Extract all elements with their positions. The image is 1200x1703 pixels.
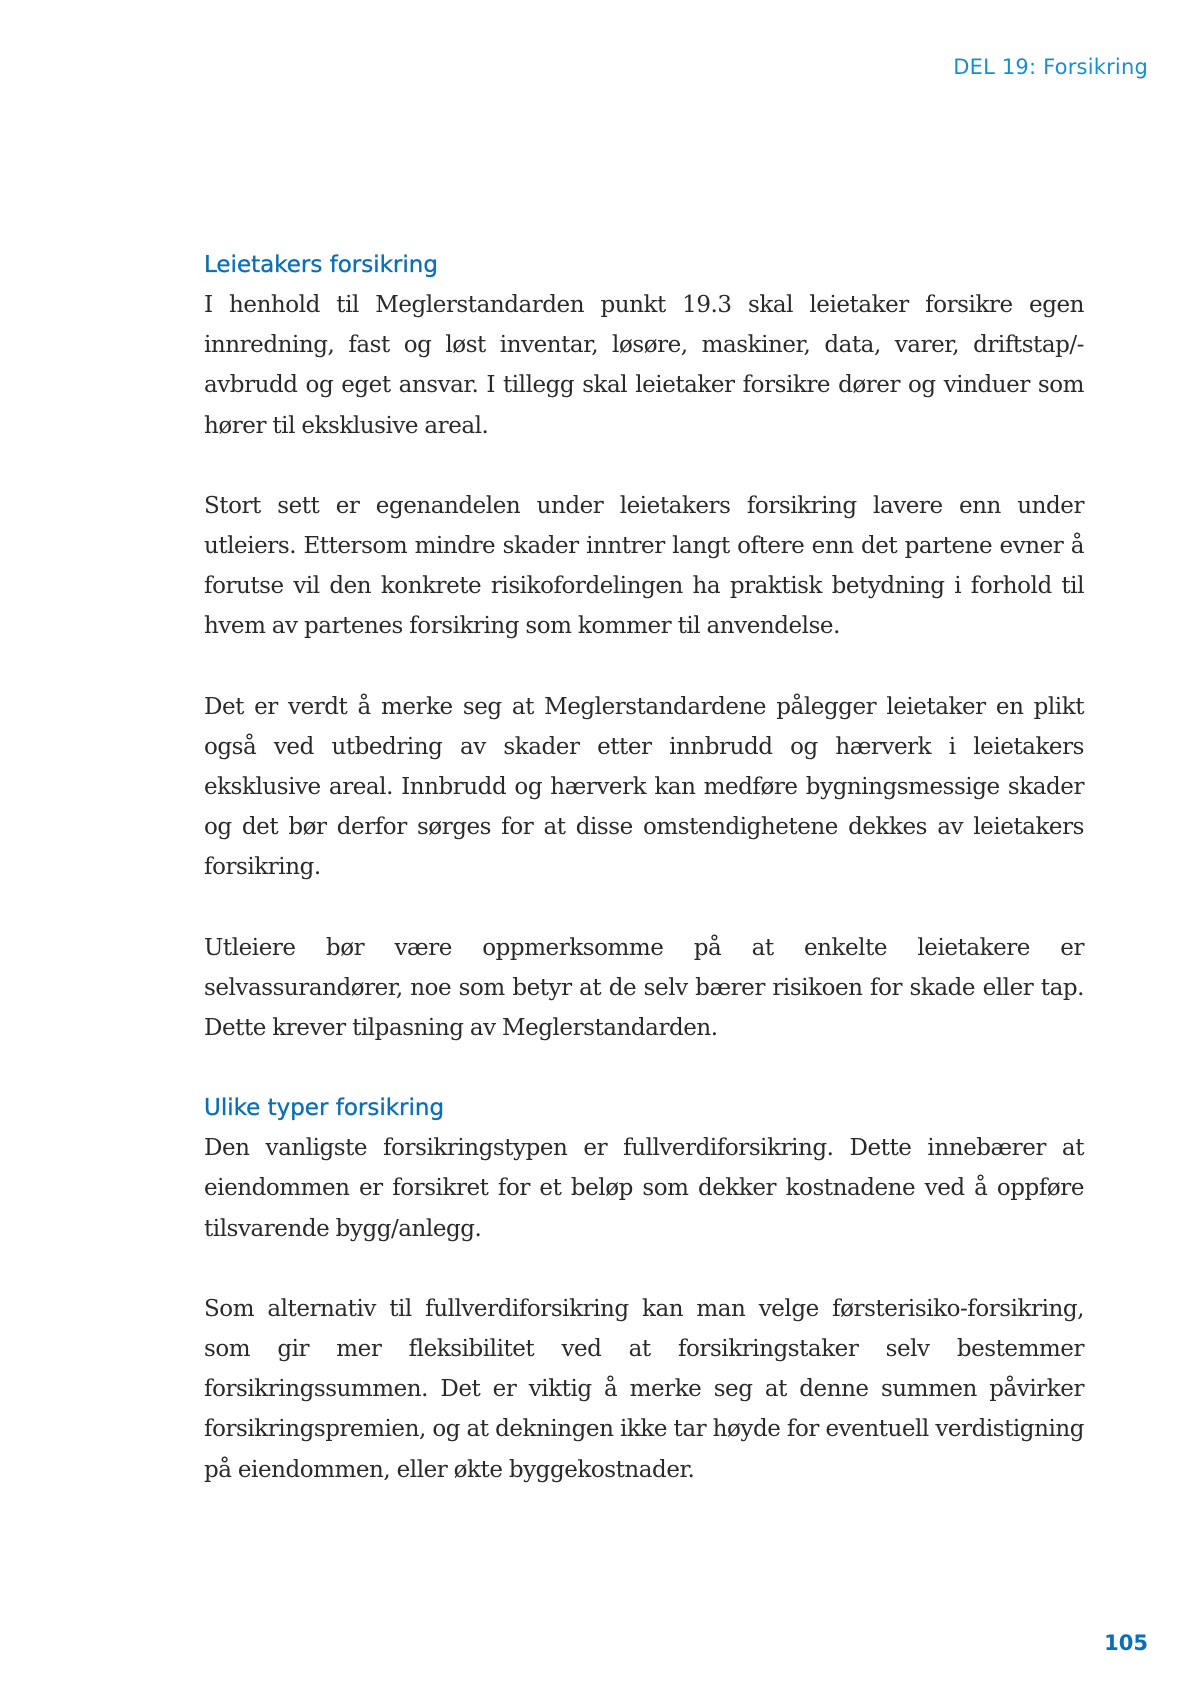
running-header-section-title: DEL 19: Forsikring [953, 55, 1148, 79]
section-leietakers-forsikring [204, 245, 1084, 1048]
page-number: 105 [1104, 1631, 1148, 1655]
body-paragraph: Som alternativ til fullverdiforsikring kan man velge førsterisiko-forsikring, som gir mer fleksibilitet ved at forsikringstaker selv bestemmer forsikringssummen. Det er viktig å merke seg at denne summen påvirker forsikringspremien, og at dekningen ikke tar høyde for eventuell verdistigning på eiendommen, eller økte byggekostnader. [204, 1295, 1084, 1483]
section-heading: Leietakers forsikring [204, 252, 438, 278]
section-heading: Ulike typer forsikring [204, 1095, 445, 1122]
body-paragraph: Stort sett er egenandelen under leietakers forsikring lavere enn under utleiers. Ettersom mindre skader inntrer langt oftere enn det partene evner å forutse vil den konkrete risikofordelingen ha praktisk betydning i forhold til hvem av partenes forsikring som kommer til anvendelse. [204, 492, 1084, 640]
document-body [204, 245, 1084, 1490]
body-paragraph: Den vanligste forsikringstypen er fullverdiforsikring. Dette innebærer at eiendommen er forsikret for et beløp som dekker kostnadene ved å oppføre tilsvarende bygg/anlegg. [204, 1135, 1084, 1242]
body-paragraph: Det er verdt å merke seg at Meglerstandardene pålegger leietaker en plikt også ved utbedring av skader etter innbrudd og hærverk i leietakers eksklusive areal. Innbrudd og hærverk kan medføre bygningsmessige skader og det bør derfor sørges for at disse omstendighetene dekkes av leietakers forsikring. [204, 693, 1084, 881]
section-ulike-typer-forsikring [204, 1088, 1084, 1490]
body-paragraph: Utleiere bør være oppmerksomme på at enkelte leietakere er selvassurandører, noe som betyr at de selv bærer risikoen for skade eller tap. Dette krever tilpasning av Meglerstandarden. [204, 934, 1084, 1042]
body-paragraph: I henhold til Meglerstandarden punkt 19.3 skal leietaker forsikre egen innredning, fast og løst inventar, løsøre, maskiner, data, varer, driftstap/-avbrudd og eget ansvar. I tillegg skal leietaker forsikre dører og vinduer som hører til eksklusive areal. [204, 292, 1084, 439]
